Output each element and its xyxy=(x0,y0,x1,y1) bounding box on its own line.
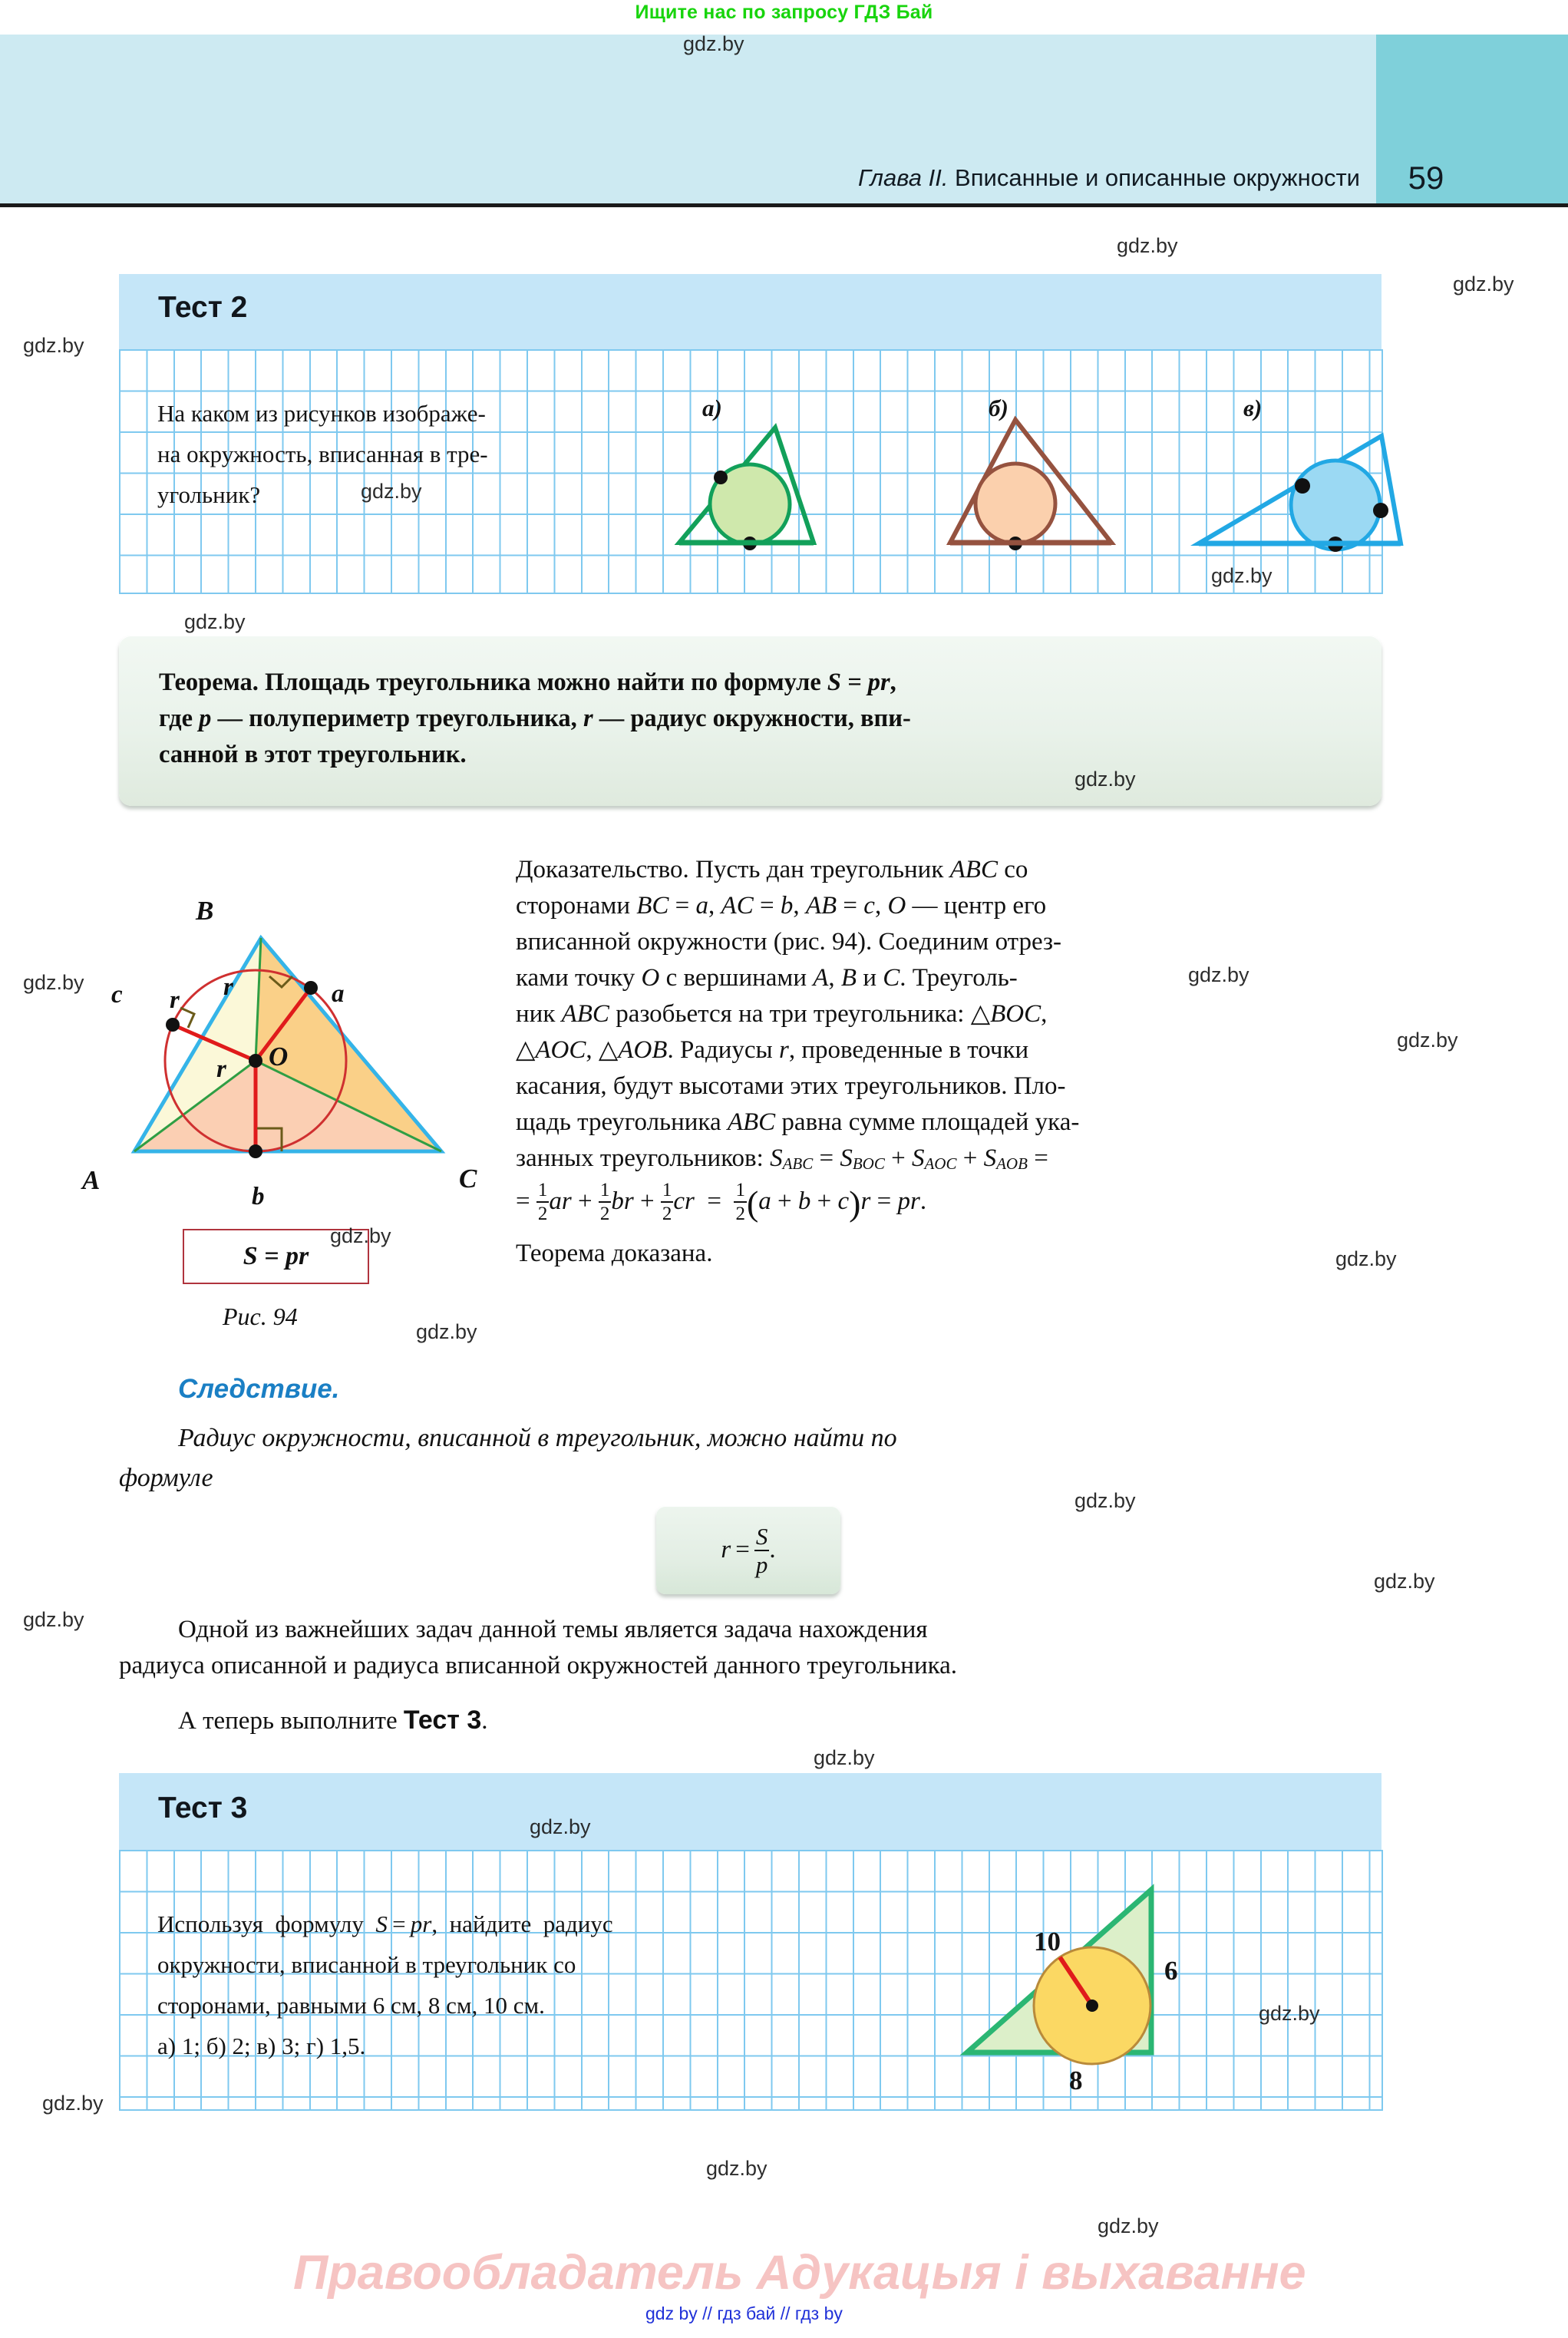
corollary-line-1: Радиус окружности, вписанной в треугольник, можно найти по xyxy=(178,1424,897,1452)
corollary-formula-fraction xyxy=(754,1524,770,1577)
test-3-box xyxy=(119,1773,1381,2109)
theorem-l2b: — полупериметр треугольника, xyxy=(211,705,583,732)
proof-qed: Теорема доказана. xyxy=(516,1240,713,1267)
proof-line-5: ник ABC разобьется на три треугольника: △BOC, xyxy=(516,1000,1048,1028)
test-2-figure-b xyxy=(939,403,1169,556)
test-3-line-4: а) 1; б) 2; в) 3; г) 1,5. xyxy=(157,2033,366,2059)
gdz-watermark: gdz.by xyxy=(361,480,422,503)
gdz-watermark: gdz.by xyxy=(706,2157,767,2180)
test-3-line-2: окружности, вписанной в треугольник со xyxy=(157,1951,576,1978)
figure-94-radius-label-3: r xyxy=(216,1055,226,1083)
corollary-formula-den: p xyxy=(755,1550,768,1578)
test-2-question-line-3: угольник? xyxy=(157,481,261,508)
test-2-label: Тест 2 xyxy=(158,291,248,324)
test-2-option-b-label: б) xyxy=(989,395,1008,421)
test-3-side-base: 8 xyxy=(1069,2066,1083,2095)
test-2-header xyxy=(119,274,1381,349)
theorem-l2a: где xyxy=(159,705,200,732)
corollary-line-2: формуле xyxy=(119,1464,213,1492)
proof-line-7: касания, будут высотами этих треугольников. Пло- xyxy=(516,1072,1066,1100)
proof-line-8: щадь треугольника ABC равна сумме площадей ука- xyxy=(516,1108,1080,1136)
footer-links: gdz by // гдз бай // гдз by xyxy=(645,2303,843,2323)
chapter-name: Вписанные и описанные окружности xyxy=(948,164,1360,191)
corollary-formula xyxy=(656,1506,840,1594)
closing-test-ref: Тест 3 xyxy=(403,1706,482,1735)
theorem-line-1 xyxy=(159,665,896,701)
theorem-statement: Площадь треугольника можно найти по формуле xyxy=(258,669,827,696)
theorem-line-3: санной в этот треугольник. xyxy=(159,741,467,768)
theorem-line-2 xyxy=(159,701,911,737)
test-2-option-c-label: в) xyxy=(1243,395,1263,421)
test-3-line-3: сторонами, равными 6 см, 8 см, 10 см. xyxy=(157,1992,545,2019)
gdz-watermark: gdz.by xyxy=(1453,272,1514,296)
figure-94-label-b: b xyxy=(252,1183,265,1210)
theorem-word: Теорема. xyxy=(159,669,259,696)
theorem-p: p xyxy=(199,705,212,732)
test-3-line-1: Используя формулу S = pr, найдите радиус xyxy=(157,1910,613,1937)
theorem-comma: , xyxy=(890,669,896,696)
gdz-watermark: gdz.by xyxy=(23,971,84,994)
test-2-question-line-2: на окружность, вписанная в тре- xyxy=(157,441,488,467)
figure-94-formula: S = pr xyxy=(243,1242,309,1270)
proof-line-10: = $\frac{1}{2}$ ar + $\frac{1}{2}$ br + $\frac{1}{2}$ cr = $\frac{1}{2}$ (a + b + c)r = pr. xyxy=(516,1180,927,1224)
gdz-watermark: gdz.by xyxy=(42,2092,104,2115)
theorem-formula: S = pr xyxy=(827,669,890,696)
gdz-watermark: gdz.by xyxy=(184,610,246,633)
promo-banner: Ищите нас по запросу ГДЗ Бай xyxy=(635,2,933,23)
header-rule xyxy=(0,203,1568,207)
test-3-side-hyp: 10 xyxy=(1034,1927,1061,1957)
figure-94-label-C: C xyxy=(459,1164,477,1194)
theorem-r: r xyxy=(583,705,593,732)
gdz-watermark: gdz.by xyxy=(683,32,744,55)
copyright-watermark: Правообладатель Адукацыя і выхаванне xyxy=(293,2246,1306,2300)
figure-94-label-B: B xyxy=(196,896,214,926)
corollary-formula-period: . xyxy=(769,1536,776,1564)
closing-paragraph-line-3 xyxy=(178,1702,488,1739)
test-2-figure-a xyxy=(668,403,890,556)
closing-period: . xyxy=(481,1707,488,1735)
gdz-watermark: gdz.by xyxy=(23,1608,84,1631)
corollary-formula-box xyxy=(656,1506,840,1594)
test-3-figure xyxy=(952,1868,1197,2075)
test-2-question-line-1: На каком из рисунков изображе- xyxy=(157,400,486,427)
figure-94-label-c: c xyxy=(111,981,123,1009)
test-3-header xyxy=(119,1773,1381,1850)
corollary-formula-eq: = xyxy=(735,1536,750,1564)
gdz-watermark: gdz.by xyxy=(330,1224,391,1247)
gdz-watermark: gdz.by xyxy=(23,334,84,357)
test-2-option-a-label: а) xyxy=(702,395,722,421)
proof-line-4: ками точку O с вершинами A, B и C. Треуголь- xyxy=(516,964,1018,992)
page-number: 59 xyxy=(1408,160,1444,196)
corollary-heading: Следствие. xyxy=(178,1374,340,1404)
gdz-watermark: gdz.by xyxy=(1335,1247,1397,1270)
proof-line-6: △AOC, △AOB. Радиусы r, проведенные в точки xyxy=(516,1036,1029,1064)
figure-94-radius-label-1: r xyxy=(170,986,180,1014)
proof-line-3: вписанной окружности (рис. 94). Соединим отрез- xyxy=(516,928,1062,956)
figure-94-label-O: O xyxy=(269,1042,289,1072)
gdz-watermark: gdz.by xyxy=(1397,1029,1458,1052)
theorem-l2c: — радиус окружности, впи- xyxy=(593,705,911,732)
proof-line-1: Доказательство. Пусть дан треугольник ABC со xyxy=(516,856,1028,883)
proof-line-9: занных треугольников: SABC = SBOC + SAOC + SAOB = xyxy=(516,1144,1048,1173)
gdz-watermark: gdz.by xyxy=(1188,963,1249,986)
chapter-number: Глава II. xyxy=(858,164,949,191)
gdz-watermark: gdz.by xyxy=(1117,234,1178,257)
gdz-watermark: gdz.by xyxy=(1374,1570,1435,1593)
figure-94-label-a: a xyxy=(332,980,345,1008)
gdz-watermark: gdz.by xyxy=(1074,768,1136,791)
figure-94-radius-label-2: r xyxy=(223,973,233,1001)
gdz-watermark: gdz.by xyxy=(1259,2002,1320,2025)
test-2-box xyxy=(119,274,1381,593)
corollary-formula-r: r xyxy=(721,1536,731,1564)
gdz-watermark: gdz.by xyxy=(1074,1489,1136,1512)
closing-paragraph-line-1: Одной из важнейших задач данной темы является задача нахождения xyxy=(178,1616,928,1643)
chapter-title xyxy=(0,164,1360,195)
gdz-watermark: gdz.by xyxy=(814,1746,875,1769)
corollary-formula-num: S xyxy=(755,1522,768,1550)
test-2-figure-c xyxy=(1190,403,1428,560)
figure-94-label-A: A xyxy=(82,1165,101,1195)
closing-paragraph-line-2: радиуса описанной и радиуса вписанной окружностей данного треугольника. xyxy=(119,1652,958,1679)
figure-94-caption: Рис. 94 xyxy=(223,1303,298,1330)
gdz-watermark: gdz.by xyxy=(1098,2214,1159,2237)
test-3-side-vert: 6 xyxy=(1164,1956,1178,1986)
gdz-watermark: gdz.by xyxy=(1211,564,1273,587)
proof-line-2: сторонами BC = a, AC = b, AB = c, O — центр его xyxy=(516,892,1047,920)
closing-prompt: А теперь выполните xyxy=(178,1707,404,1735)
test-3-label: Тест 3 xyxy=(158,1791,248,1824)
gdz-watermark: gdz.by xyxy=(416,1320,477,1343)
gdz-watermark: gdz.by xyxy=(530,1815,591,1838)
